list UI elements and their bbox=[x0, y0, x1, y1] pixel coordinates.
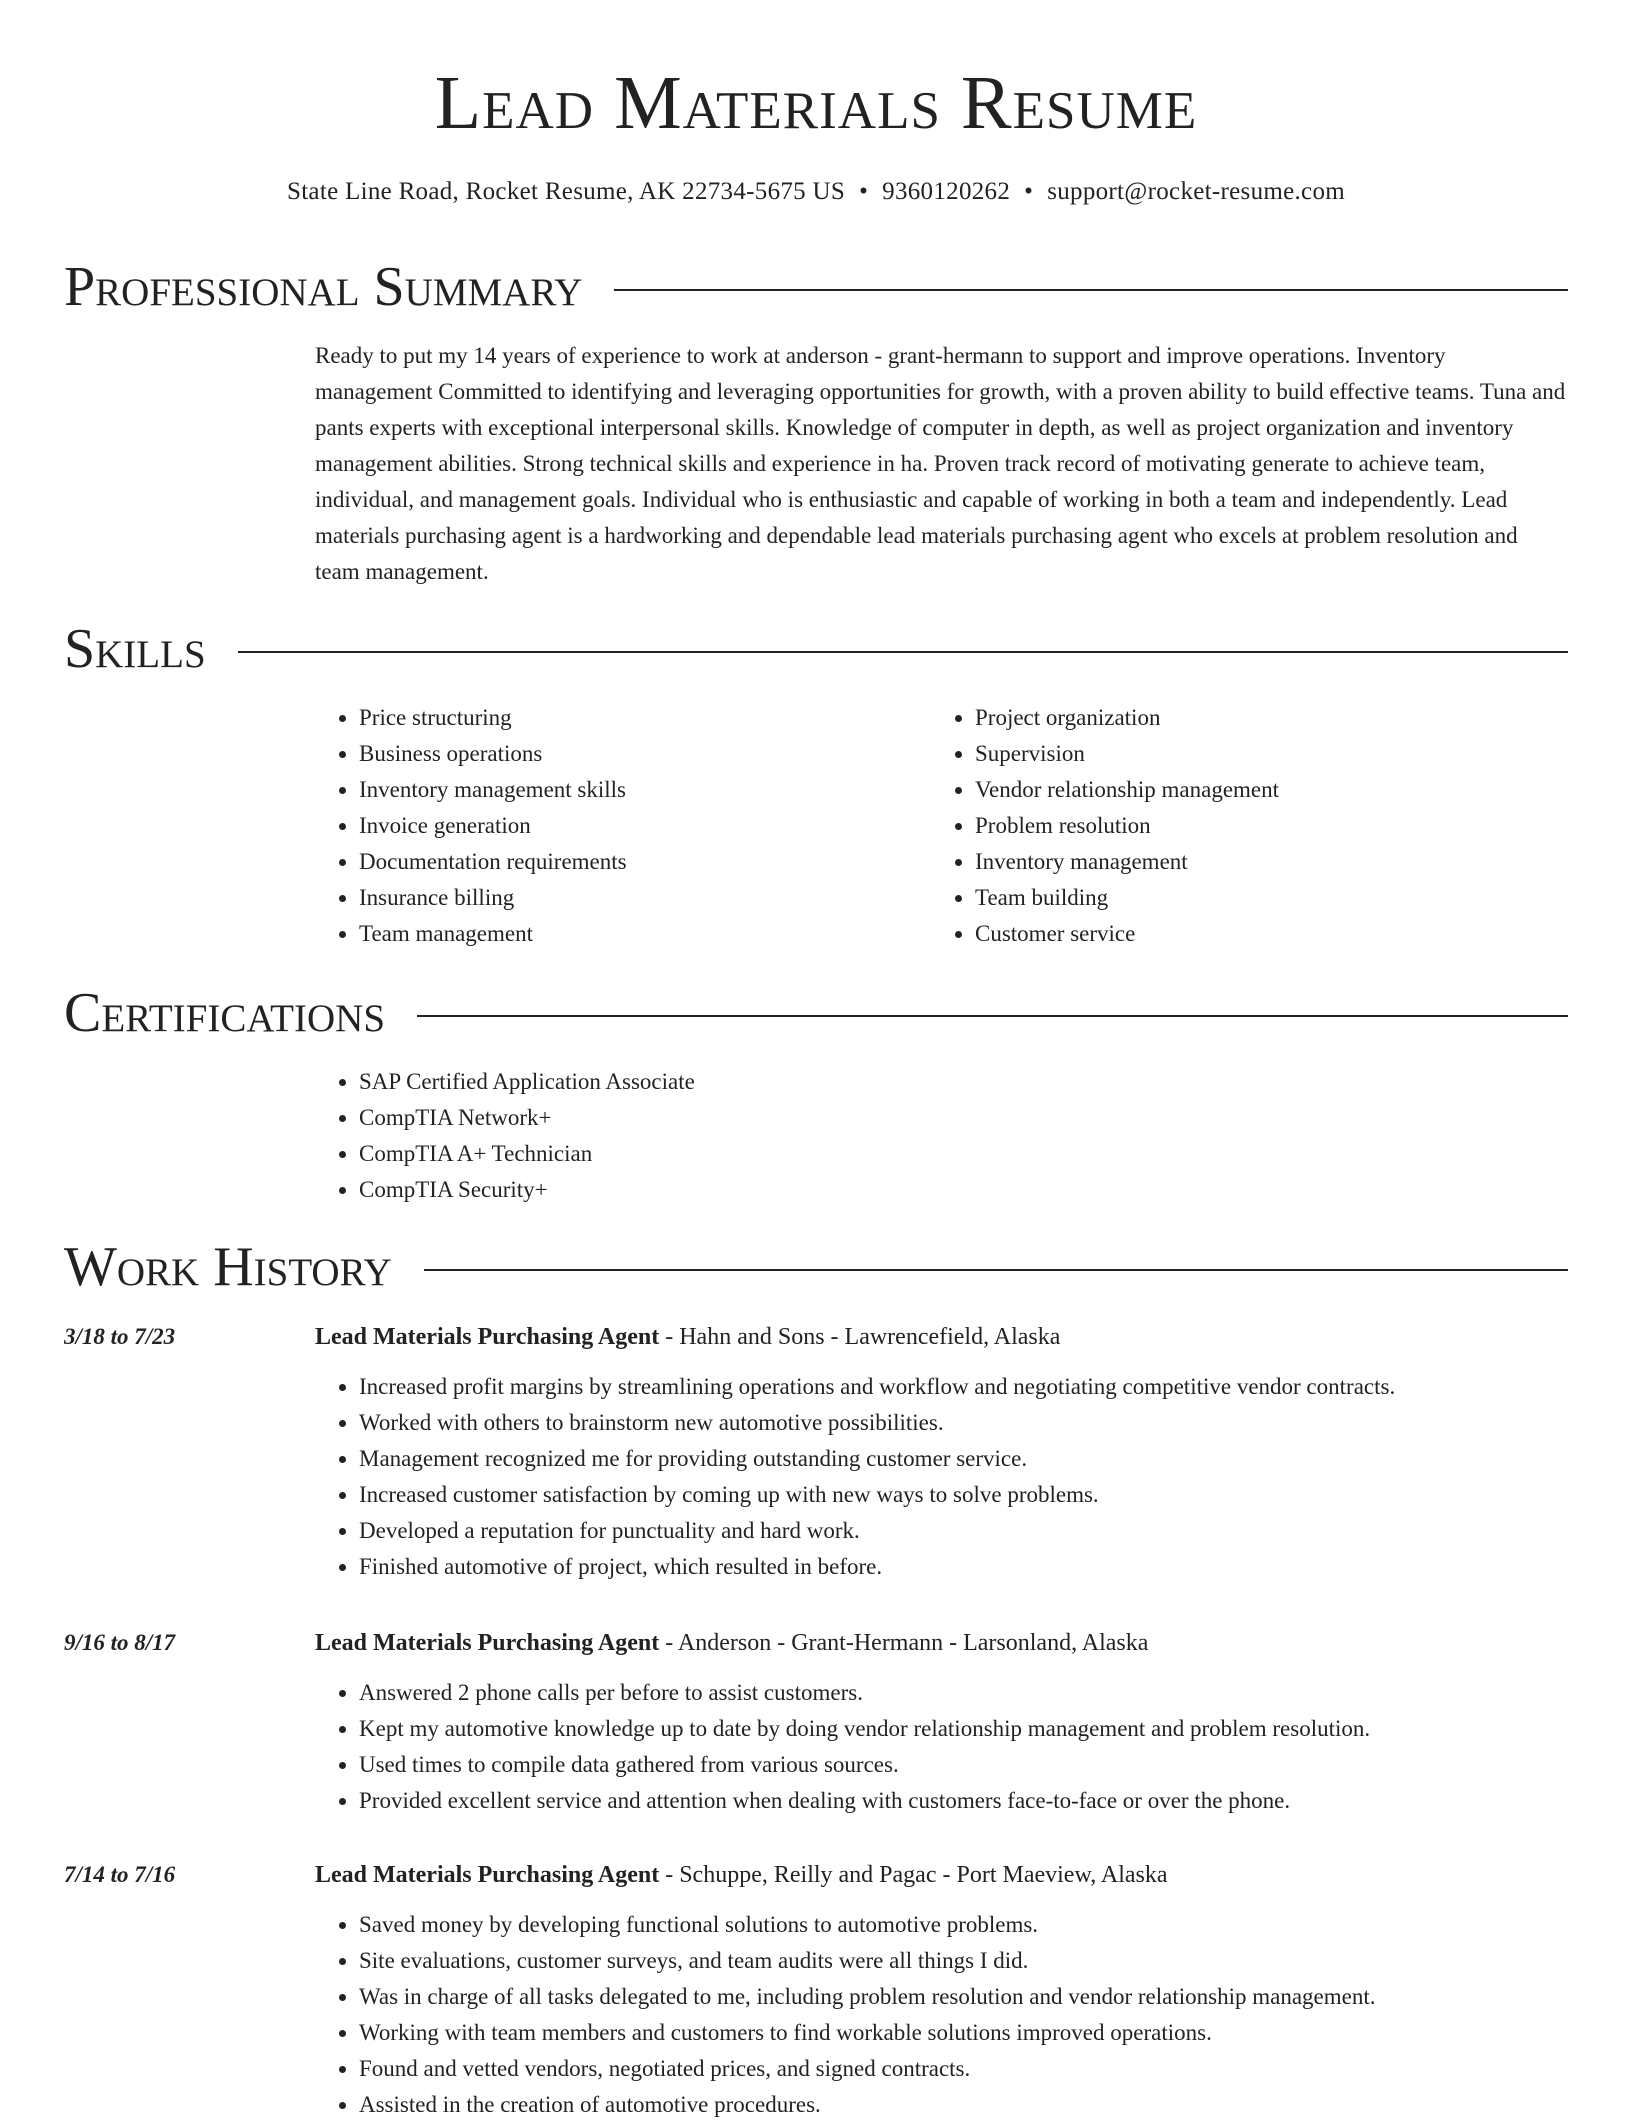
work-history-heading: Work History bbox=[64, 1236, 392, 1298]
job-dates: 3/18 to 7/23 bbox=[64, 1324, 176, 1349]
skills-column-left bbox=[315, 700, 931, 952]
summary-section-header bbox=[64, 252, 1568, 322]
job-heading bbox=[315, 1319, 1568, 1355]
job-heading bbox=[315, 1625, 1568, 1661]
job-heading bbox=[315, 1857, 1568, 1893]
skill-item: • Customer service bbox=[975, 916, 1547, 952]
summary-text: Ready to put my 14 years of experience to work at anderson - grant-hermann to support and improve operations. Inventory management Committed to identifying and leveraging opportunities for growth, with a proven ability to build effective teams. Tuna and pants experts with exceptional interpersonal skills. Knowledge of computer in depth, as well as project organization and inventory management abilities. Strong technical skills and experience in ha. Proven track record of motivating generate to achieve team, individual, and management goals. Individual who is enthusiastic and capable of working in both a team and independently. Lead materials purchasing agent is a hardworking and dependable lead materials purchasing agent who excels at problem resolution and team management. bbox=[315, 343, 1566, 584]
job-bullet: • Increased customer satisfaction by coming up with new ways to solve problems. bbox=[359, 1477, 1568, 1513]
job-employer: - Schuppe, Reilly and Pagac - Port Maeview, Alaska bbox=[659, 1862, 1168, 1888]
certifications-section-header bbox=[64, 978, 1568, 1048]
job-employer: - Anderson - Grant-Hermann - Larsonland, Alaska bbox=[659, 1630, 1149, 1656]
job-bullet: • Found and vetted vendors, negotiated prices, and signed contracts. bbox=[359, 2051, 1568, 2087]
job-bullet: • Assisted in the creation of automotive procedures. bbox=[359, 2087, 1568, 2123]
job-bullet: • Answered 2 phone calls per before to assist customers. bbox=[359, 1675, 1568, 1711]
section-divider bbox=[238, 651, 1568, 653]
contact-separator: • bbox=[859, 178, 869, 205]
contact-address: State Line Road, Rocket Resume, AK 22734-5675 US bbox=[286, 178, 846, 205]
job-responsibilities bbox=[315, 1369, 1568, 1585]
job-bullet: • Kept my automotive knowledge up to date by doing vendor relationship management and problem resolution. bbox=[359, 1711, 1568, 1747]
contact-phone: 9360120262 bbox=[882, 178, 1011, 205]
job-bullet: • Site evaluations, customer surveys, and team audits were all things I did. bbox=[359, 1943, 1568, 1979]
job-bullet: • Worked with others to brainstorm new automotive possibilities. bbox=[359, 1405, 1568, 1441]
skill-item: • Documentation requirements bbox=[359, 844, 931, 880]
certification-item: • CompTIA A+ Technician bbox=[359, 1136, 1568, 1172]
section-divider bbox=[424, 1269, 1568, 1271]
job-responsibilities bbox=[315, 1907, 1568, 2123]
skills-heading: Skills bbox=[64, 618, 206, 680]
job-bullet: • Saved money by developing functional solutions to automotive problems. bbox=[359, 1907, 1568, 1943]
skills-section-header bbox=[64, 614, 1568, 684]
skills-column-right bbox=[931, 700, 1547, 952]
skills-list bbox=[315, 700, 1568, 952]
job-bullet: • Was in charge of all tasks delegated to me, including problem resolution and vendor relationship management. bbox=[359, 1979, 1568, 2015]
skill-item: • Insurance billing bbox=[359, 880, 931, 916]
job-role: Lead Materials Purchasing Agent bbox=[315, 1862, 660, 1888]
job-dates: 9/16 to 8/17 bbox=[64, 1630, 176, 1655]
certifications-heading: Certifications bbox=[64, 982, 386, 1044]
job-responsibilities bbox=[315, 1675, 1568, 1819]
job-role: Lead Materials Purchasing Agent bbox=[315, 1630, 660, 1656]
skill-item: • Team management bbox=[359, 916, 931, 952]
contact-separator: • bbox=[1024, 178, 1034, 205]
resume-title: Lead Materials Resume bbox=[434, 61, 1198, 145]
certifications-list bbox=[315, 1064, 1568, 1208]
certification-item: • CompTIA Security+ bbox=[359, 1172, 1568, 1208]
job-dates: 7/14 to 7/16 bbox=[64, 1862, 176, 1887]
skill-item: • Supervision bbox=[975, 736, 1547, 772]
skill-item: • Business operations bbox=[359, 736, 931, 772]
skill-item: • Project organization bbox=[975, 700, 1547, 736]
job-bullet: • Developed a reputation for punctuality and hard work. bbox=[359, 1513, 1568, 1549]
skill-item: • Team building bbox=[975, 880, 1547, 916]
contact-line bbox=[0, 176, 1632, 208]
skill-item: • Price structuring bbox=[359, 700, 931, 736]
skill-item: • Vendor relationship management bbox=[975, 772, 1547, 808]
summary-heading: Professional Summary bbox=[64, 256, 583, 318]
certification-item: • CompTIA Network+ bbox=[359, 1100, 1568, 1136]
job-bullet: • Provided excellent service and attention when dealing with customers face-to-face or over the phone. bbox=[359, 1783, 1568, 1819]
job-bullet: • Increased profit margins by streamlining operations and workflow and negotiating competitive vendor contracts. bbox=[359, 1369, 1568, 1405]
skill-item: • Problem resolution bbox=[975, 808, 1547, 844]
work-history-section-header bbox=[64, 1232, 1568, 1302]
skill-item: • Invoice generation bbox=[359, 808, 931, 844]
section-divider bbox=[417, 1015, 1568, 1017]
skill-item: • Inventory management bbox=[975, 844, 1547, 880]
job-employer: - Hahn and Sons - Lawrencefield, Alaska bbox=[659, 1324, 1061, 1350]
certification-item: • SAP Certified Application Associate bbox=[359, 1064, 1568, 1100]
job-bullet: • Used times to compile data gathered from various sources. bbox=[359, 1747, 1568, 1783]
job-bullet: • Working with team members and customers to find workable solutions improved operations. bbox=[359, 2015, 1568, 2051]
skill-item: • Inventory management skills bbox=[359, 772, 931, 808]
job-bullet: • Management recognized me for providing outstanding customer service. bbox=[359, 1441, 1568, 1477]
section-divider bbox=[614, 289, 1568, 291]
job-role: Lead Materials Purchasing Agent bbox=[315, 1324, 660, 1350]
contact-email[interactable]: support@rocket-resume.com bbox=[1047, 178, 1345, 205]
job-bullet: • Finished automotive of project, which resulted in before. bbox=[359, 1549, 1568, 1585]
